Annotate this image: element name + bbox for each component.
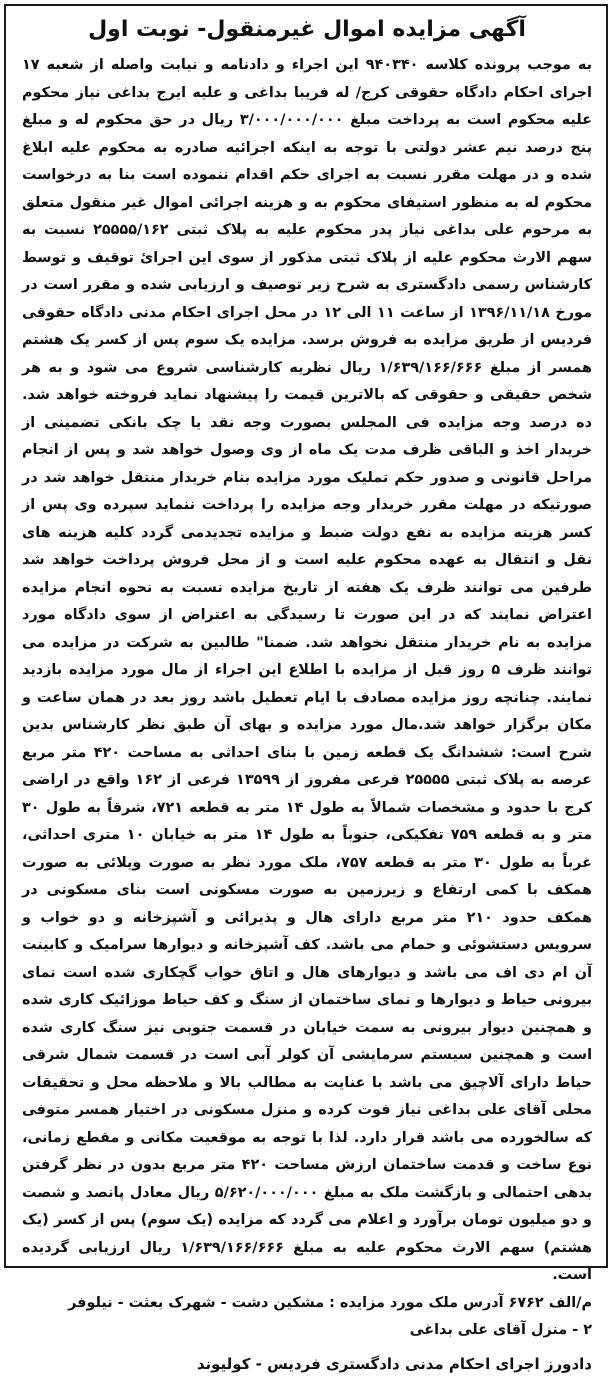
reference-address-line: م/الف ۶۷۶۲ آدرس ملک مورد مزایده : مشکین دشت - شهرک بعثت - نیلوفر <box>68 1294 592 1311</box>
reference-address-line-2: ۲ - منزل آقای علی بداغی <box>409 1321 592 1338</box>
notice-frame <box>4 4 608 1373</box>
notice-title: آگهی مزایده اموال غیرمنقول- نوبت اول <box>88 17 526 42</box>
signature-line: دادورز اجرای احکام مدنی دادگستری فردیس - کولیوند <box>196 1354 592 1373</box>
notice-body: به موجب پرونده کلاسه ۹۴۰۳۴۰ این اجراء و دادنامه و نیابت واصله از شعبه ۱۷ اجرای احکام دادگاه حقوقی کرج/ له فریبا بداغی و علیه ایرج بداغی نیاز محکوم علیه محکوم است به پرداخت مبلغ ۳/۰۰۰/۰۰۰/۰۰۰ ریال در حق محکوم له و مبلغ پنج درصد نیم عشر دولتی با توجه به اینکه اجرائیه صادره به محکوم علیه ابلاغ شده و در مهلت مقرر نسبت به اجرای حکم اقدام ننموده است بنا به درخواست محکوم له به منظور استیفای محکوم به و هزینه اجرائی اموال غیر منقول متعلق به مرحوم علی بداغی نیاز پدر محکوم علیه به پلاک ثبتی ۲۵۵۵۵/۱۶۲ نسبت به سهم الارث محکوم علیه از پلاک ثبتی مذکور از سوی این اجرائ توقیف و توسط کارشناس رسمی دادگستری به شرح زیر توصیف و ارزیابی شده و مقرر است در مورخ ۱۳۹۶/۱۱/۱۸ از ساعت ۱۱ الی ۱۲ در محل اجرای احکام مدنی دادگاه حقوقی فردیس از طریق مزایده به فروش برسد. مزایده یک سوم پس از کسر یک هشتم همسر از مبلغ ۱/۶۳۹/۱۶۶/۶۶۶ ریال نظریه کارشناسی شروع می شود و به هر شخص حقیقی و حقوقی که بالاترین قیمت را پیشنهاد نماید فروخته خواهد شد. ده درصد وجه مزایده فی المجلس بصورت وجه نقد یا چک بانکی تضمینی از خریدار اخذ و الباقی ظرف مدت یک ماه از وی وصول خواهد شد و پس از انجام مراحل قانونی و صدور حکم تملیک مورد مزایده بنام خریدار منتقل خواهد شد در صورتیکه در مهلت مقرر خریدار وجه مزایده را پرداخت ننماید سپرده وی پس از کسر هزینه مزایده به نفع دولت ضبط و مزایده تجدیدمی گردد کلیه هزینه های نقل و انتقال به عهده محکوم علیه است و از محل فروش پرداخت خواهد شد طرفین می توانند ظرف یک هفته از تاریخ مزایده نسبت به نحوه انجام مزایده اعتراض نمایند که در این صورت تا رسیدگی به اعتراض از سوی دادگاه مورد مزایده به نام خریدار منتقل نخواهد شد. ضمنا" طالبین به شرکت در مزایده می توانند ظرف ۵ روز قبل از مزایده با اطلاع این اجراء از مال مورد مزایده بازدید نمایند. چنانچه روز مزایده مصادف با ایام تعطیل باشد روز بعد در همان ساعت و مکان برگزار خواهد شد.مال مورد مزایده و بهای آن طبق نظر کارشناس بدین شرح است: ششدانگ یک قطعه زمین با بنای احداثی به مساحت ۴۲۰ متر مربع عرصه به پلاک ثبتی ۲۵۵۵۵ فرعی مفروز از ۱۳۵۹۹ فرعی از ۱۶۲ واقع در اراضی کرج با حدود و مشخصات شمالاً به طول ۱۴ متر به قطعه ۷۲۱، شرقاً به طول ۳۰ متر و به قطعه ۷۵۹ تفکیکی، جنوباً به طول ۱۴ متر به خیابان ۱۰ متری احداثی، غرباً به طول ۳۰ متر به قطعه ۷۵۷، ملک مورد نظر به صورت ویلائی به صورت همکف با کمی ارتفاع و زیرزمین به صورت مسکونی است بنای مسکونی در همکف حدود ۲۱۰ متر مربع دارای هال و پذیرائی و آشپزخانه و دو خواب و سرویس دستشوئی و حمام می باشد. کف آشپزخانه و دیوارها سرامیک و کابینت آن ام دی اف می باشد و دیوارهای هال و اتاق خواب گچکاری شده است نمای بیرونی حیاط و دیوارها و نمای ساختمان از سنگ و کف حیاط موزائیک کاری شده و همچنین دیوار بیرونی به سمت خیابان در قسمت جنوبی نیز سنگ کاری شده است و همچنین سیستم سرمایشی آن کولر آبی است در قسمت شمال شرقی حیاط دارای آلاچیق می باشد با عنایت به مطالب بالا و ملاحظه محل و تحقیقات محلی آقای علی بداغی نیاز فوت کرده و منزل مسکونی در اختیار همسر متوفی که سالخورده می باشد قرار دارد. لذا با توجه به موقعیت مکانی و مقطع زمانی، نوع ساخت و قدمت ساختمان ارزش مساحت ۴۲۰ متر مربع بدون در نظر گرفتن بدهی احتمالی و بازگشت ملک به مبلغ ۵/۶۲۰/۰۰۰/۰۰۰ ریال معادل پانصد و شصت و دو میلیون تومان برآورد و اعلام می گردد که مزایده (یک سوم) پس از کسر (یک هشتم) سهم الارث محکوم علیه به مبلغ ۱/۶۳۹/۱۶۶/۶۶۶ ریال ارزیابی گردیده است. <box>22 57 593 1283</box>
